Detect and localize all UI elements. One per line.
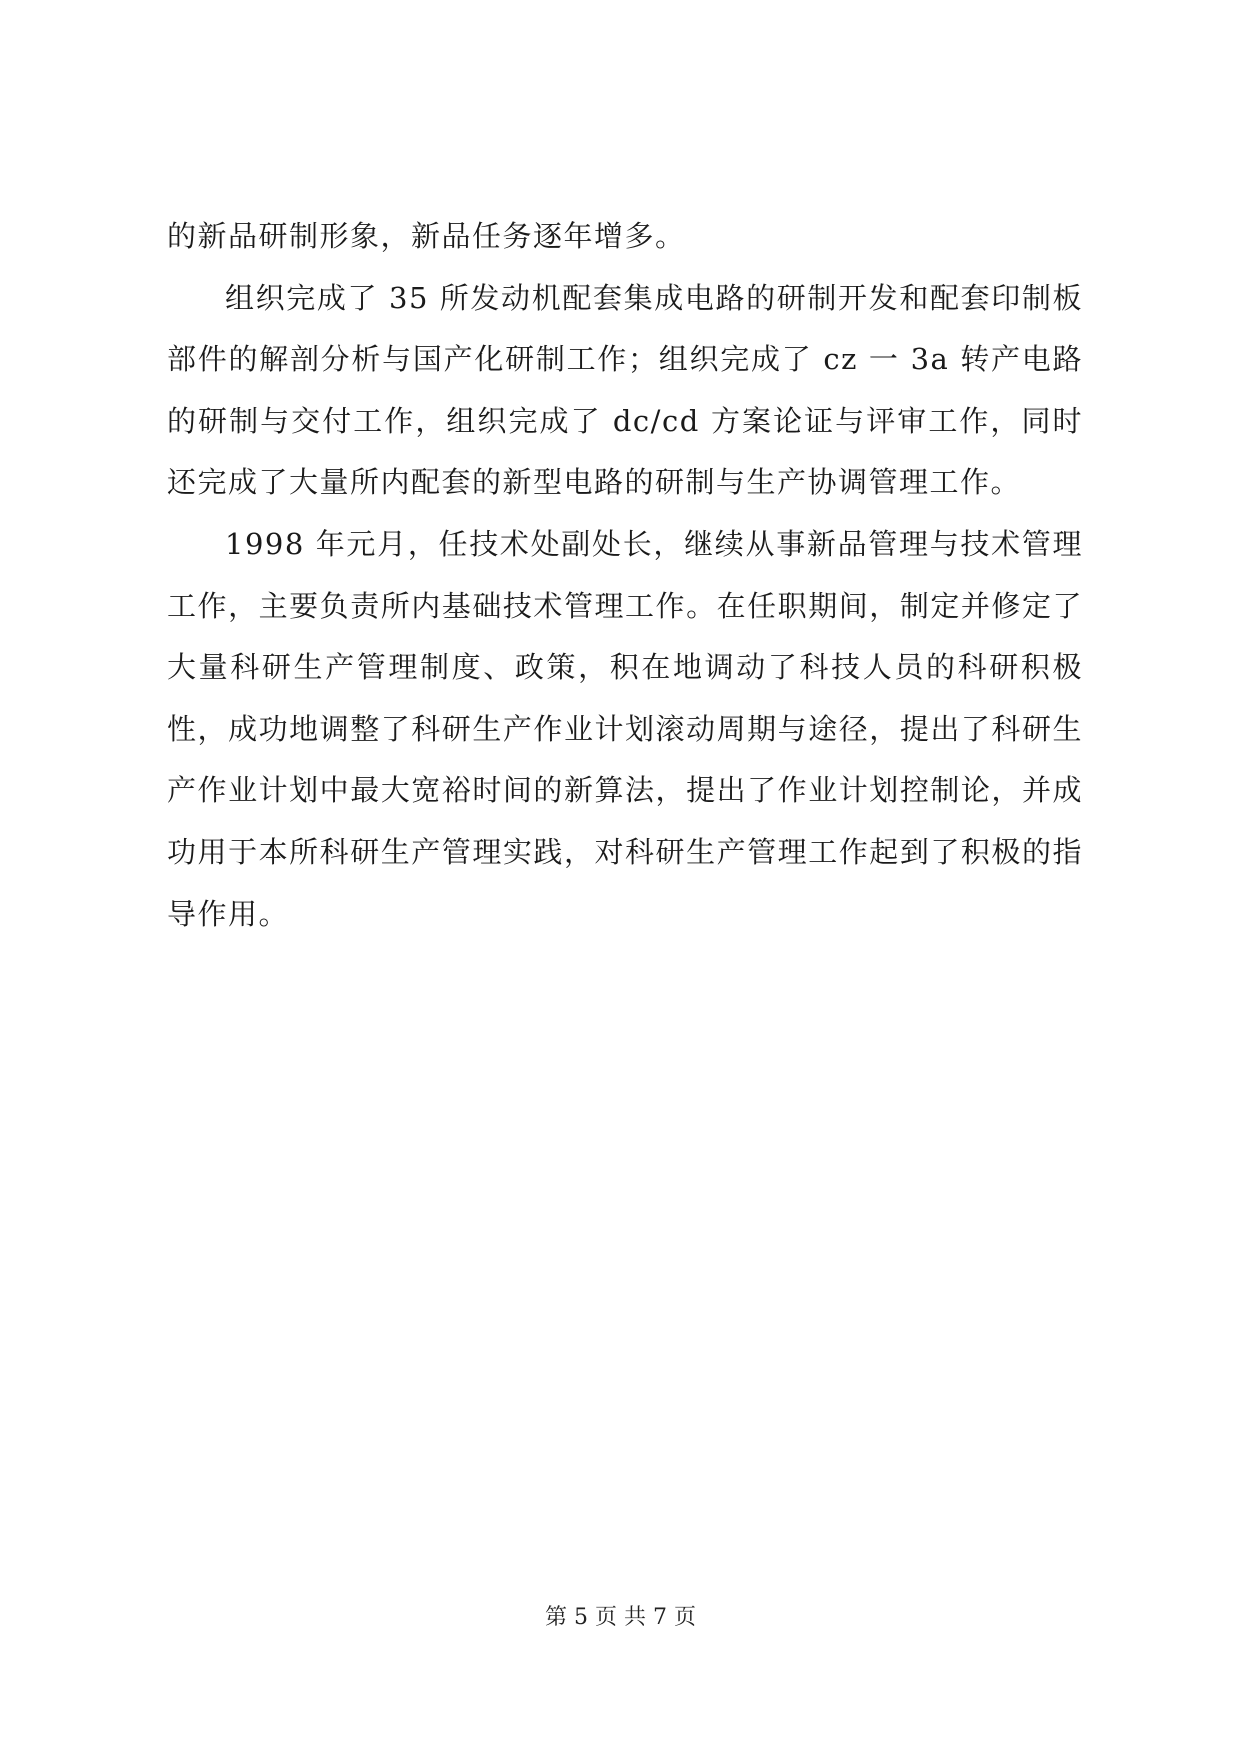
paragraph: 1998 年元月，任技术处副处长，继续从事新品管理与技术管理工作，主要负责所内基础技术管理工作。在任职期间，制定并修定了大量科研生产管理制度、政策，积在地调动了科技人员的科研积极性，成功地调整了科研生产作业计划滚动周期与途径，提出了科研生产作业计划中最大宽裕时间的新算法，提出了作业计划控制论，并成功用于本所科研生产管理实践，对科研生产管理工作起到了积极的指导作用。 <box>167 526 1083 931</box>
paragraph: 的新品研制形象，新品任务逐年增多。 <box>167 219 686 253</box>
paragraph: 组织完成了 35 所发动机配套集成电路的研制开发和配套印制板部件的解剖分析与国产化研制工作；组织完成了 cz 一 3a 转产电路的研制与交付工作，组织完成了 dc/cd 方案论证与评审工作，同时还完成了大量所内配套的新型电路的研制与生产协调管理工作。 <box>167 280 1083 500</box>
page-number: 第 5 页 共 7 页 <box>545 1605 696 1630</box>
body-text <box>167 206 1083 945</box>
